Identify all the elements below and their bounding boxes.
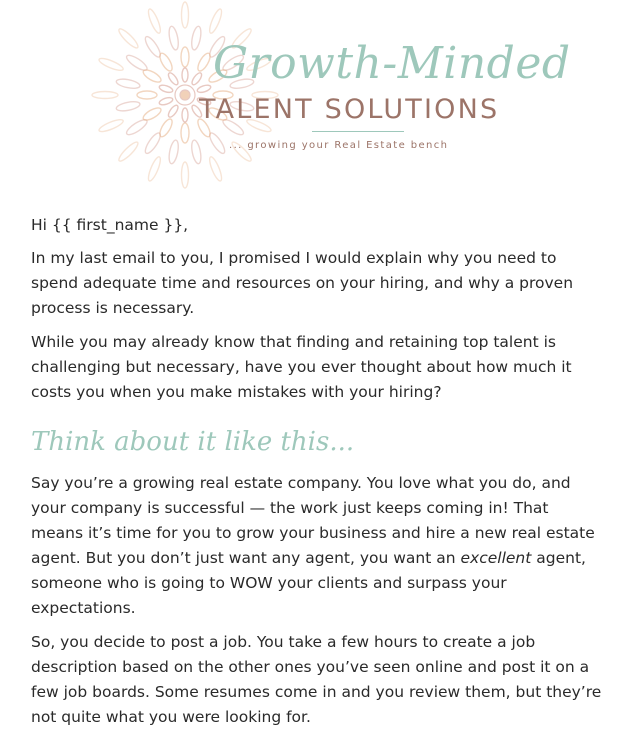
- brand-logo: [0, 0, 626, 190]
- scenario-text-start: Say you’re a growing real estate company. You love what you do, and your company is successful — the work just keeps coming in! That means it’s time for you to grow your business and hire a new real estate agent. But you don’t just want any agent, you want an: [31, 474, 595, 567]
- mandala-petal: [207, 156, 223, 183]
- mandala-center: [180, 90, 190, 100]
- mandala-petal: [158, 96, 173, 106]
- mandala-petal: [167, 139, 180, 164]
- mandala-petal: [146, 8, 162, 35]
- mandala-petal: [158, 117, 175, 138]
- mandala-petal: [137, 91, 157, 99]
- mandala-petal: [116, 100, 141, 113]
- mandala-petal: [190, 71, 203, 86]
- mandala-petal: [167, 104, 180, 119]
- mandala-petal: [196, 84, 211, 94]
- greeting: Hi {{ first_name }},: [31, 216, 189, 234]
- mandala-petal: [182, 2, 189, 28]
- mandala-petal: [182, 162, 189, 188]
- mandala-petal: [141, 106, 162, 123]
- mandala-petal: [167, 71, 180, 86]
- mandala-petal: [190, 26, 203, 51]
- mandala-petal: [98, 56, 125, 72]
- mandala-petal: [117, 140, 140, 163]
- mandala-petal: [158, 51, 175, 72]
- mandala-petal: [92, 92, 118, 99]
- mandala-petal: [141, 68, 162, 85]
- logo-tagline: ... growing your Real Estate bench: [229, 140, 449, 151]
- mandala-petal: [181, 123, 189, 143]
- paragraph-scenario: [31, 471, 603, 621]
- scenario-emphasis: excellent: [460, 549, 532, 567]
- logo-script-text: Growth-Minded: [213, 38, 571, 89]
- section-heading: Think about it like this...: [31, 427, 355, 457]
- paragraph-job-post: So, you decide to post a job. You take a few hours to create a job description based on the other ones you’ve seen online and post it on a few job boards. Some resumes come in and you review them, but they’re not quite what you were looking for.: [31, 633, 602, 726]
- mandala-petal: [98, 117, 125, 133]
- logo-divider: [312, 131, 404, 132]
- mandala-petal: [196, 51, 213, 72]
- email-body: [31, 213, 603, 739]
- scenario-text-end: agent, someone who is going to WOW your clients and surpass your expectations.: [31, 549, 586, 617]
- paragraph-intro: In my last email to you, I promised I would explain why you need to spend adequate time and resources on your hiring, and why a proven process is necessary.: [31, 249, 574, 317]
- mandala-petal: [182, 68, 188, 82]
- mandala-petal: [181, 47, 189, 67]
- mandala-petal: [158, 84, 173, 94]
- mandala-petal: [182, 108, 188, 122]
- logo-company-name: TALENT SOLUTIONS: [199, 94, 500, 125]
- mandala-petal: [167, 26, 180, 51]
- paragraph-question: While you may already know that finding and retaining top talent is challenging but necessary, have you ever thought about how much it costs you when you make mistakes with your hiring?: [31, 333, 572, 401]
- mandala-petal: [146, 156, 162, 183]
- mandala-petal: [116, 77, 141, 90]
- mandala-petal: [117, 27, 140, 50]
- mandala-petal: [190, 139, 203, 164]
- mandala-petal: [207, 8, 223, 35]
